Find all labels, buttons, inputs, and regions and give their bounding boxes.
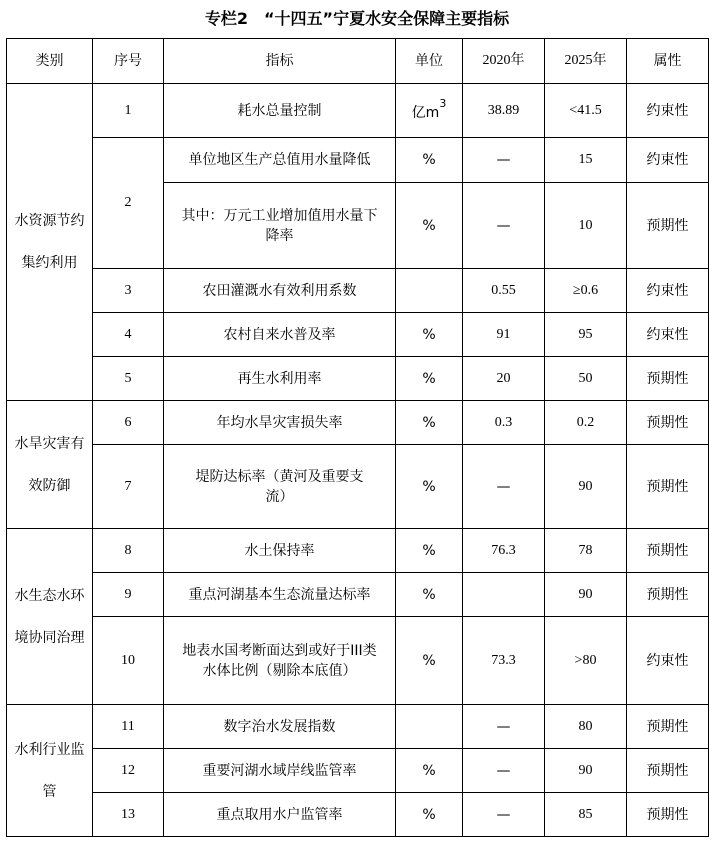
unit-cell: % bbox=[396, 749, 463, 793]
value-2025-cell: 15 bbox=[545, 138, 627, 183]
value-2020-cell: — bbox=[463, 705, 545, 749]
value-2025-cell: 0.2 bbox=[545, 401, 627, 445]
unit-cell bbox=[396, 705, 463, 749]
serial-cell: 8 bbox=[93, 529, 164, 573]
indicator-cell: 地表水国考断面达到或好于III类水体比例（剔除本底值） bbox=[164, 617, 396, 705]
value-2025-cell: >80 bbox=[545, 617, 627, 705]
serial-cell: 3 bbox=[93, 269, 164, 313]
unit-cell: % bbox=[396, 617, 463, 705]
value-2025-cell: 50 bbox=[545, 357, 627, 401]
attribute-cell: 约束性 bbox=[627, 84, 709, 138]
value-2025-cell: 90 bbox=[545, 445, 627, 529]
header-2025: 2025年 bbox=[545, 39, 627, 84]
serial-cell: 7 bbox=[93, 445, 164, 529]
attribute-cell: 预期性 bbox=[627, 357, 709, 401]
indicators-table bbox=[6, 38, 709, 837]
category-cell: 水生态水环境协同治理 bbox=[7, 529, 93, 705]
value-2020-cell: 38.89 bbox=[463, 84, 545, 138]
header-indicator: 指标 bbox=[164, 39, 396, 84]
table-row bbox=[7, 445, 709, 529]
table-row bbox=[7, 313, 709, 357]
unit-cell: % bbox=[396, 357, 463, 401]
serial-cell: 2 bbox=[93, 138, 164, 269]
value-2020-cell: — bbox=[463, 138, 545, 183]
value-2020-cell: 20 bbox=[463, 357, 545, 401]
serial-cell: 4 bbox=[93, 313, 164, 357]
value-2025-cell: 78 bbox=[545, 529, 627, 573]
header-attribute: 属性 bbox=[627, 39, 709, 84]
indicator-cell: 水土保持率 bbox=[164, 529, 396, 573]
header-category: 类别 bbox=[7, 39, 93, 84]
value-2020-cell: 73.3 bbox=[463, 617, 545, 705]
value-2025-cell: 10 bbox=[545, 183, 627, 269]
value-2020-cell bbox=[463, 573, 545, 617]
attribute-cell: 预期性 bbox=[627, 401, 709, 445]
attribute-cell: 约束性 bbox=[627, 313, 709, 357]
unit-cell bbox=[396, 84, 463, 138]
value-2020-cell: 76.3 bbox=[463, 529, 545, 573]
indicator-cell: 其中：万元工业增加值用水量下降率 bbox=[164, 183, 396, 269]
unit-cell: % bbox=[396, 138, 463, 183]
unit-cell: % bbox=[396, 573, 463, 617]
indicator-cell: 堤防达标率（黄河及重要支流） bbox=[164, 445, 396, 529]
header-serial: 序号 bbox=[93, 39, 164, 84]
attribute-cell: 预期性 bbox=[627, 573, 709, 617]
value-2025-cell: 85 bbox=[545, 793, 627, 837]
value-2025-cell: 80 bbox=[545, 705, 627, 749]
attribute-cell: 约束性 bbox=[627, 617, 709, 705]
indicator-cell: 农村自来水普及率 bbox=[164, 313, 396, 357]
value-2020-cell: 0.55 bbox=[463, 269, 545, 313]
category-cell: 水利行业监管 bbox=[7, 705, 93, 837]
attribute-cell: 预期性 bbox=[627, 705, 709, 749]
table-row bbox=[7, 573, 709, 617]
value-2025-cell: 95 bbox=[545, 313, 627, 357]
indicator-cell: 数字治水发展指数 bbox=[164, 705, 396, 749]
category-cell: 水资源节约集约利用 bbox=[7, 84, 93, 401]
value-2020-cell: — bbox=[463, 749, 545, 793]
indicator-cell: 农田灌溉水有效利用系数 bbox=[164, 269, 396, 313]
value-2020-cell: — bbox=[463, 445, 545, 529]
serial-cell: 11 bbox=[93, 705, 164, 749]
value-2025-cell: 90 bbox=[545, 573, 627, 617]
value-2025-cell: 90 bbox=[545, 749, 627, 793]
serial-cell: 1 bbox=[93, 84, 164, 138]
indicator-cell: 再生水利用率 bbox=[164, 357, 396, 401]
attribute-cell: 约束性 bbox=[627, 138, 709, 183]
attribute-cell: 预期性 bbox=[627, 445, 709, 529]
attribute-cell: 预期性 bbox=[627, 529, 709, 573]
table-row bbox=[7, 401, 709, 445]
unit-cell: % bbox=[396, 793, 463, 837]
value-2020-cell: 91 bbox=[463, 313, 545, 357]
indicator-cell: 重点河湖基本生态流量达标率 bbox=[164, 573, 396, 617]
serial-cell: 13 bbox=[93, 793, 164, 837]
serial-cell: 5 bbox=[93, 357, 164, 401]
indicator-cell: 单位地区生产总值用水量降低 bbox=[164, 138, 396, 183]
attribute-cell: 预期性 bbox=[627, 183, 709, 269]
page-title: 专栏2 “十四五”宁夏水安全保障主要指标 bbox=[204, 9, 510, 28]
table-row bbox=[7, 357, 709, 401]
table-row bbox=[7, 84, 709, 138]
table-row bbox=[7, 138, 709, 183]
serial-cell: 10 bbox=[93, 617, 164, 705]
indicator-cell: 耗水总量控制 bbox=[164, 84, 396, 138]
unit-cell: % bbox=[396, 529, 463, 573]
header-2020: 2020年 bbox=[463, 39, 545, 84]
table-row bbox=[7, 617, 709, 705]
serial-cell: 12 bbox=[93, 749, 164, 793]
value-2025-cell: <41.5 bbox=[545, 84, 627, 138]
unit-superscript: 3 bbox=[439, 97, 447, 111]
attribute-cell: 预期性 bbox=[627, 749, 709, 793]
unit-cell: % bbox=[396, 183, 463, 269]
table-row bbox=[7, 269, 709, 313]
table-row bbox=[7, 793, 709, 837]
header-row bbox=[7, 39, 709, 84]
unit-cell: % bbox=[396, 401, 463, 445]
table-row bbox=[7, 529, 709, 573]
indicator-cell: 重点取用水户监管率 bbox=[164, 793, 396, 837]
header-unit: 单位 bbox=[396, 39, 463, 84]
attribute-cell: 约束性 bbox=[627, 269, 709, 313]
indicator-cell: 重要河湖水域岸线监管率 bbox=[164, 749, 396, 793]
serial-cell: 9 bbox=[93, 573, 164, 617]
table-row bbox=[7, 749, 709, 793]
indicator-cell: 年均水旱灾害损失率 bbox=[164, 401, 396, 445]
value-2020-cell: 0.3 bbox=[463, 401, 545, 445]
value-2025-cell: ≥0.6 bbox=[545, 269, 627, 313]
unit-cell bbox=[396, 269, 463, 313]
value-2020-cell: — bbox=[463, 793, 545, 837]
value-2020-cell: — bbox=[463, 183, 545, 269]
category-cell: 水旱灾害有效防御 bbox=[7, 401, 93, 529]
serial-cell: 6 bbox=[93, 401, 164, 445]
unit-base: 亿m bbox=[411, 104, 440, 121]
attribute-cell: 预期性 bbox=[627, 793, 709, 837]
unit-cell: % bbox=[396, 313, 463, 357]
unit-cell: % bbox=[396, 445, 463, 529]
table-row bbox=[7, 705, 709, 749]
